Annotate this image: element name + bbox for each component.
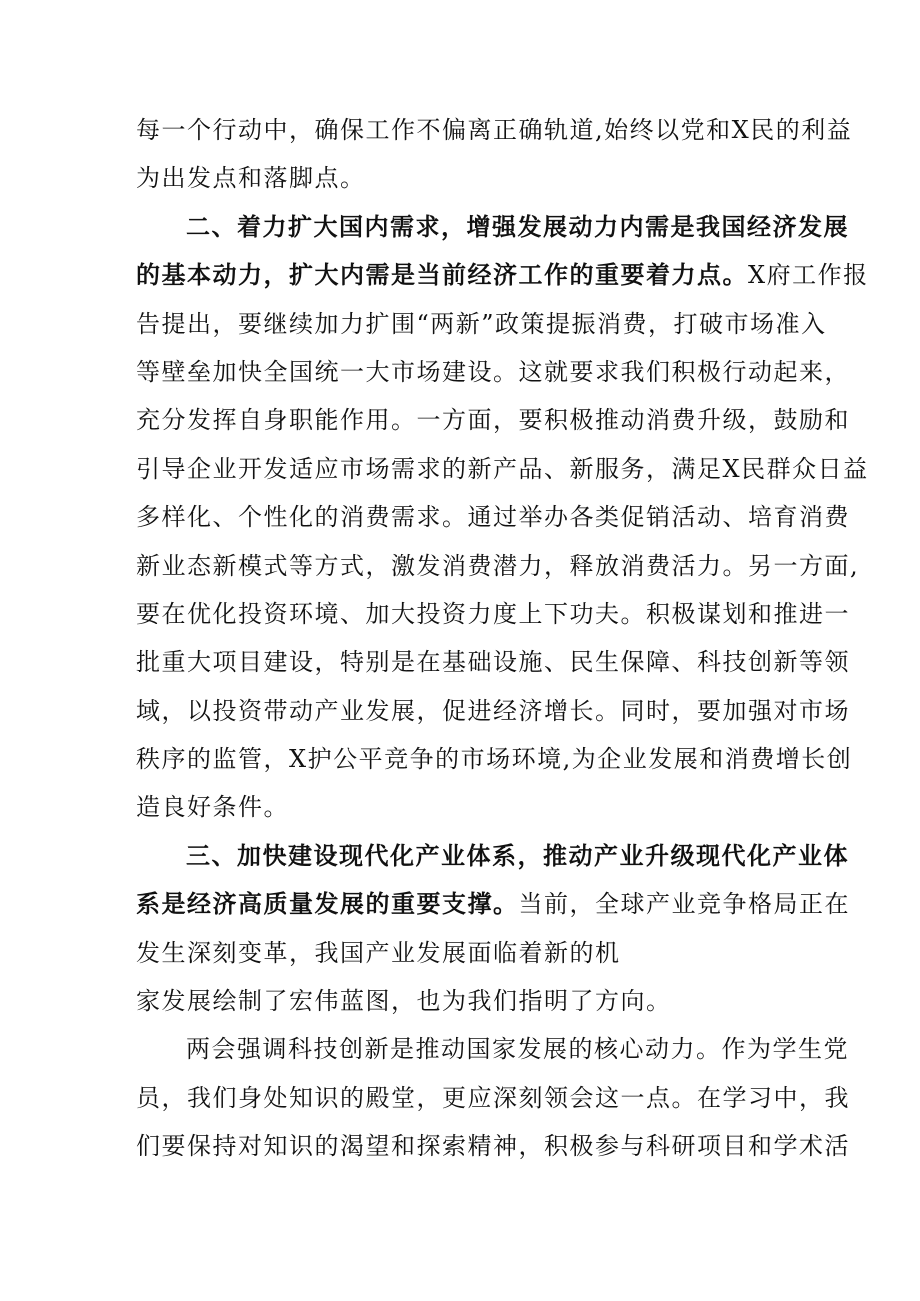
text-segment: 造良好条件。 xyxy=(136,793,289,822)
text-segment: 秩序的监管，X护公平竞争的市场环境,为企业发展和消费增长创 xyxy=(136,745,853,774)
bold-text-segment: 二、着力扩大国内需求，增强发展动力内需是我国经济发展 xyxy=(186,211,849,241)
text-segment: 发生深刻变革，我国产业发展面临着新的机 xyxy=(136,938,621,967)
bold-text-segment: 的基本动力，扩大内需是当前经济工作的重要着力点。 xyxy=(136,260,748,290)
text-segment: 两会强调科技创新是推动国家发展的核心动力。作为学生党 xyxy=(186,1035,849,1064)
text-line xyxy=(136,300,827,348)
text-segment: 引导企业开发适应市场需求的新产品、新服务，满足X民群众日益 xyxy=(136,454,869,483)
text-line xyxy=(136,396,850,444)
text-segment: 充分发挥自身职能作用。一方面，要积极推动消费升级，鼓励和 xyxy=(136,406,850,435)
text-line xyxy=(136,735,853,783)
text-line xyxy=(136,1074,850,1122)
text-segment: 批重大项目建设，特别是在基础设施、民生保障、科技创新等领 xyxy=(136,648,850,677)
text-line xyxy=(136,251,869,299)
text-segment: 每一个行动中，确保工作不偏离正确轨道,始终以党和X民的利益 xyxy=(136,116,853,144)
bold-text-segment: 三、加快建设现代化产业体系，推动产业升级现代化产业体 xyxy=(186,840,849,870)
text-segment: 等壁垒加快全国统一大市场建设。这就要求我们积极行动起来， xyxy=(136,357,850,386)
text-line xyxy=(136,880,850,928)
text-line xyxy=(136,542,860,590)
text-segment: 们要保持对知识的渴望和探索精神，积极参与科研项目和学术活 xyxy=(136,1132,850,1161)
text-line xyxy=(136,445,869,493)
text-segment: 新业态新模式等方式，激发消费潜力，释放消费活力。另一方面, xyxy=(136,551,860,580)
text-line xyxy=(136,832,849,880)
text-line xyxy=(136,1122,850,1170)
text-segment: 告提出，要继续加力扩围“两新”政策提振消费，打破市场准入 xyxy=(136,309,827,338)
text-line xyxy=(136,638,850,686)
text-line xyxy=(136,203,849,251)
text-line xyxy=(136,590,850,638)
text-segment: 域，以投资带动产业发展，促进经济增长。同时，要加强对市场 xyxy=(136,696,850,725)
text-line xyxy=(136,929,796,977)
text-segment: 要在优化投资环境、加大投资力度上下功夫。积极谋划和推进一 xyxy=(136,599,850,628)
text-segment: 家发展绘制了宏伟蓝图，也为我们指明了方向。 xyxy=(136,987,672,1016)
text-segment: X府工作报 xyxy=(748,261,869,290)
text-line xyxy=(136,1025,849,1073)
bold-text-segment: 系是经济高质量发展的重要支撑。 xyxy=(136,889,519,919)
text-line xyxy=(136,977,796,1025)
text-line xyxy=(136,493,850,541)
text-segment: 员，我们身处知识的殿堂，更应深刻领会这一点。在学习中，我 xyxy=(136,1083,850,1112)
text-line xyxy=(136,154,796,202)
text-line xyxy=(136,348,850,396)
text-segment: 为出发点和落脚点。 xyxy=(136,164,366,193)
text-line xyxy=(136,106,853,154)
text-line xyxy=(136,783,796,831)
text-line xyxy=(136,687,850,735)
text-segment: 多样化、个性化的消费需求。通过举办各类促销活动、培育消费 xyxy=(136,503,850,532)
document-body xyxy=(136,106,869,1171)
text-segment: 当前，全球产业竞争格局正在 xyxy=(518,890,850,919)
